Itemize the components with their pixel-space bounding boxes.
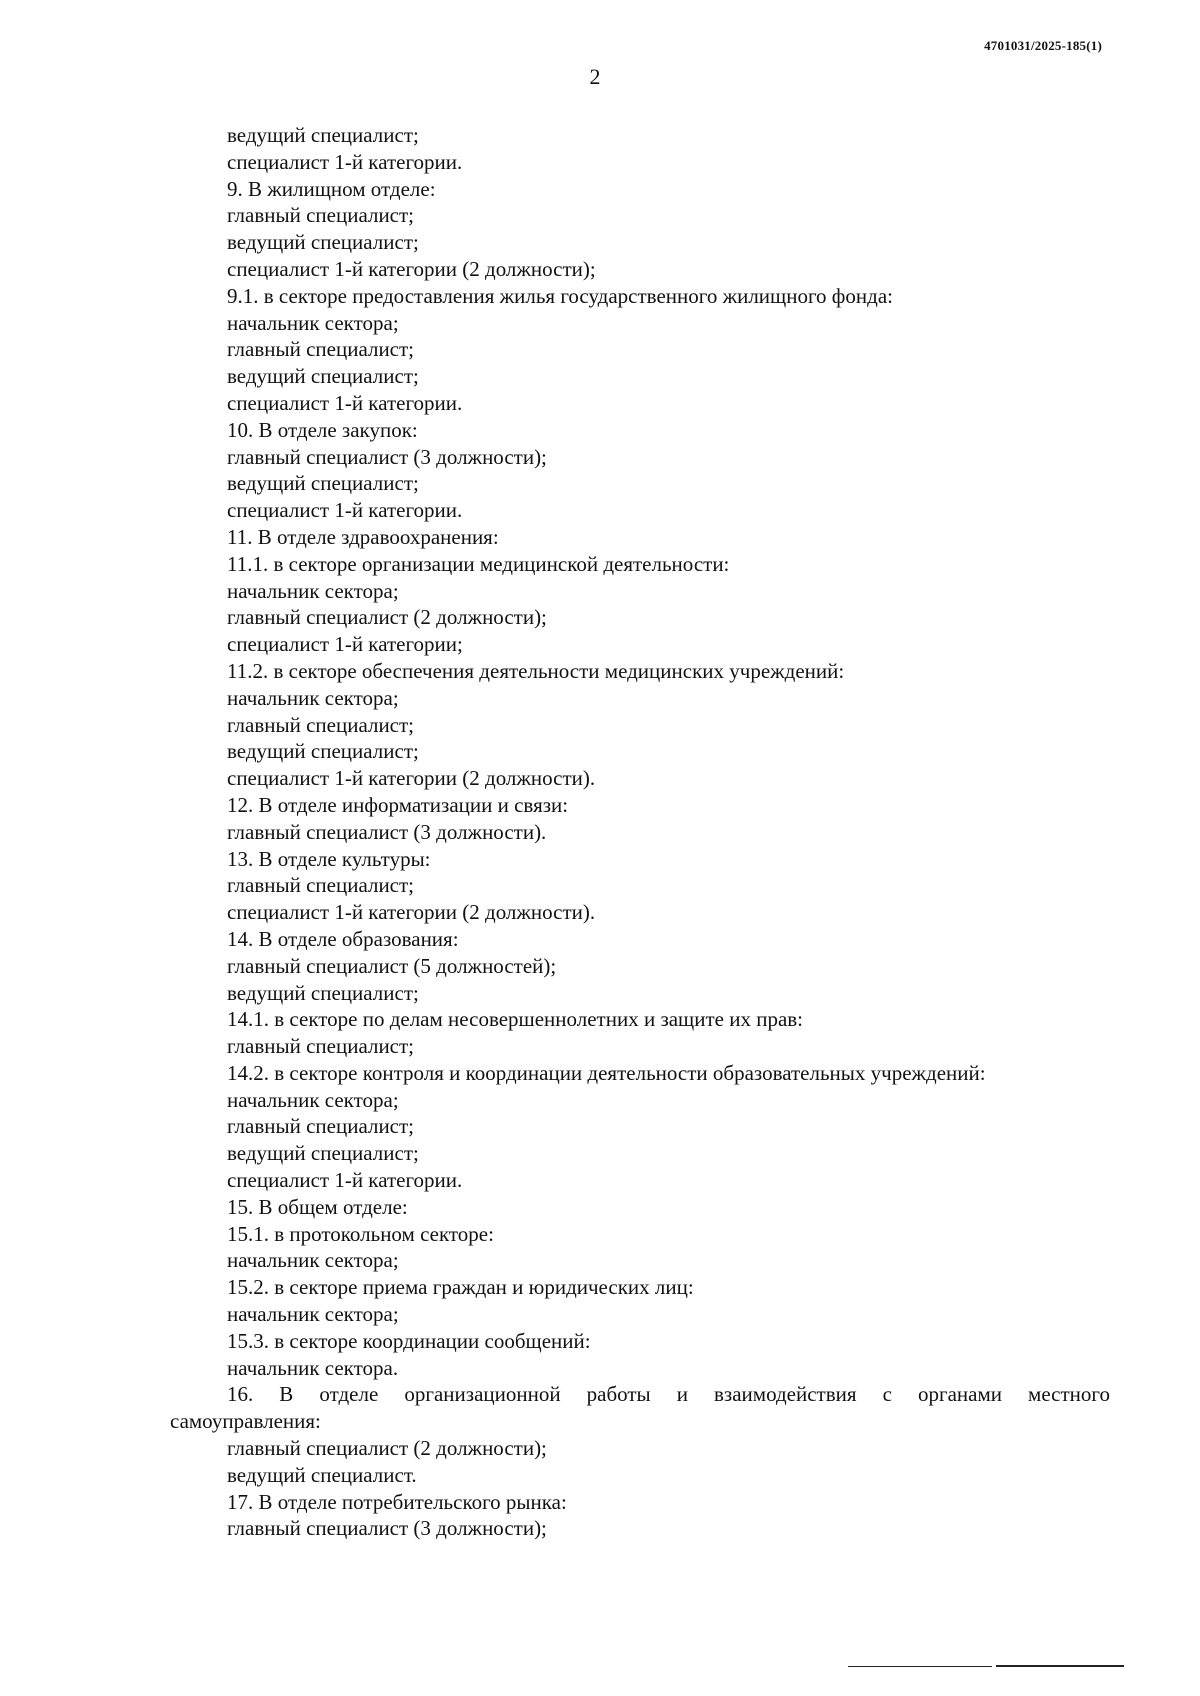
list-line: ведущий специалист; bbox=[227, 980, 419, 1005]
subsection-heading: 15.2. в секторе приема граждан и юридических лиц: bbox=[227, 1275, 694, 1300]
section-heading: 13. В отделе культуры: bbox=[227, 846, 431, 871]
list-line: специалист 1-й категории; bbox=[227, 632, 463, 657]
section-heading: 9. В жилищном отделе: bbox=[227, 176, 436, 201]
list-line: главный специалист (5 должностей); bbox=[227, 953, 557, 978]
section-heading: 12. В отделе информатизации и связи: bbox=[227, 792, 569, 817]
list-line: специалист 1-й категории. bbox=[227, 149, 463, 174]
list-line: специалист 1-й категории (2 должности). bbox=[227, 766, 596, 791]
subsection-heading: 15.1. в протокольном секторе: bbox=[227, 1221, 494, 1246]
list-line: ведущий специалист; bbox=[227, 739, 419, 764]
list-line: главный специалист (3 должности); bbox=[227, 444, 547, 469]
footer-divider bbox=[848, 1666, 992, 1667]
subsection-heading: 15.3. в секторе координации сообщений: bbox=[227, 1328, 591, 1353]
list-line: начальник сектора. bbox=[227, 1355, 399, 1380]
subsection-heading: 11.1. в секторе организации медицинской деятельности: bbox=[227, 551, 730, 576]
list-line: специалист 1-й категории (2 должности); bbox=[227, 256, 596, 281]
list-line: ведущий специалист; bbox=[227, 364, 419, 389]
section-heading: 11. В отделе здравоохранения: bbox=[227, 524, 499, 549]
list-line: главный специалист; bbox=[227, 1114, 415, 1139]
subsection-heading: 14.1. в секторе по делам несовершеннолетних и защите их прав: bbox=[227, 1007, 804, 1032]
section-heading-continuation: самоуправления: bbox=[170, 1409, 321, 1434]
list-line: ведущий специалист; bbox=[227, 471, 419, 496]
list-line: ведущий специалист; bbox=[227, 123, 419, 147]
section-heading: 15. В общем отделе: bbox=[227, 1194, 408, 1219]
list-line: специалист 1-й категории. bbox=[227, 390, 463, 415]
list-line: начальник сектора; bbox=[227, 578, 399, 603]
list-line: специалист 1-й категории. bbox=[227, 1168, 463, 1193]
list-line: начальник сектора; bbox=[227, 1087, 399, 1112]
subsection-heading: 9.1. в секторе предоставления жилья государственного жилищного фонда: bbox=[227, 283, 893, 308]
section-heading: 10. В отделе закупок: bbox=[227, 417, 418, 442]
list-line: специалист 1-й категории (2 должности). bbox=[227, 900, 596, 925]
list-line: главный специалист (3 должности). bbox=[227, 819, 547, 844]
subsection-heading: 14.2. в секторе контроля и координации деятельности образовательных учреждений: bbox=[227, 1060, 986, 1085]
list-line: начальник сектора; bbox=[227, 685, 399, 710]
document-body bbox=[170, 122, 1110, 1542]
document-id: 4701031/2025-185(1) bbox=[984, 38, 1102, 53]
list-line: главный специалист; bbox=[227, 1034, 415, 1059]
footer-divider bbox=[996, 1665, 1124, 1667]
page-number: 2 bbox=[589, 64, 601, 89]
list-line: главный специалист (2 должности); bbox=[227, 605, 547, 630]
list-line: начальник сектора; bbox=[227, 310, 399, 335]
section-heading: 14. В отделе образования: bbox=[227, 926, 459, 951]
list-line: ведущий специалист; bbox=[227, 1141, 419, 1166]
list-line: главный специалист; bbox=[227, 203, 415, 228]
list-line: главный специалист (3 должности); bbox=[227, 1516, 547, 1541]
list-line: начальник сектора; bbox=[227, 1248, 399, 1273]
section-heading: 17. В отделе потребительского рынка: bbox=[227, 1489, 567, 1514]
list-line: главный специалист; bbox=[227, 712, 415, 737]
subsection-heading: 11.2. в секторе обеспечения деятельности медицинских учреждений: bbox=[227, 658, 845, 683]
list-line: специалист 1-й категории. bbox=[227, 498, 463, 523]
list-line: начальник сектора; bbox=[227, 1302, 399, 1327]
section-heading: 16. В отделе организационной работы и взаимодействия с органами местного bbox=[227, 1382, 1110, 1407]
list-line: главный специалист; bbox=[227, 873, 415, 898]
list-line: ведущий специалист; bbox=[227, 230, 419, 255]
list-line: главный специалист (2 должности); bbox=[227, 1436, 547, 1461]
list-line: ведущий специалист. bbox=[227, 1462, 417, 1487]
list-line: главный специалист; bbox=[227, 337, 415, 362]
